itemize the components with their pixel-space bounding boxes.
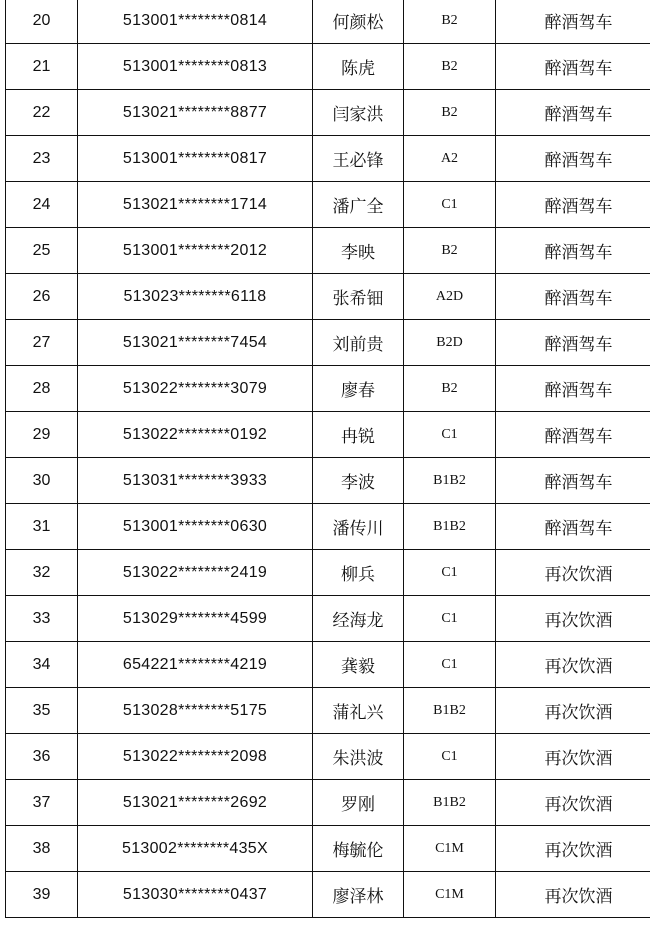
cell-name: 陈虎 <box>313 44 404 90</box>
cell-number: 25 <box>6 228 78 274</box>
cell-license-class: B2 <box>404 366 496 412</box>
cell-id-number: 513022********0192 <box>78 412 313 458</box>
cell-name: 蒲礼兴 <box>313 688 404 734</box>
cell-number: 22 <box>6 90 78 136</box>
cell-number: 26 <box>6 274 78 320</box>
cell-id-number: 513022********3079 <box>78 366 313 412</box>
records-table-body <box>6 0 650 918</box>
table-row <box>6 320 650 366</box>
table-row <box>6 136 650 182</box>
cell-number: 29 <box>6 412 78 458</box>
cell-number: 32 <box>6 550 78 596</box>
cell-number: 38 <box>6 826 78 872</box>
cell-reason: 醉酒驾车 <box>496 274 650 320</box>
table-row <box>6 734 650 780</box>
cell-name: 龚毅 <box>313 642 404 688</box>
cell-reason: 再次饮酒 <box>496 872 650 918</box>
cell-name: 李波 <box>313 458 404 504</box>
cell-reason: 醉酒驾车 <box>496 0 650 44</box>
cell-name: 柳兵 <box>313 550 404 596</box>
cell-number: 34 <box>6 642 78 688</box>
cell-id-number: 654221********4219 <box>78 642 313 688</box>
cell-id-number: 513001********0813 <box>78 44 313 90</box>
cell-id-number: 513023********6118 <box>78 274 313 320</box>
cell-reason: 醉酒驾车 <box>496 504 650 550</box>
cell-number: 21 <box>6 44 78 90</box>
cell-reason: 再次饮酒 <box>496 596 650 642</box>
table-row <box>6 642 650 688</box>
cell-reason: 醉酒驾车 <box>496 136 650 182</box>
cell-number: 39 <box>6 872 78 918</box>
cell-name: 张希钿 <box>313 274 404 320</box>
cell-license-class: C1M <box>404 826 496 872</box>
cell-number: 23 <box>6 136 78 182</box>
cell-reason: 再次饮酒 <box>496 688 650 734</box>
cell-id-number: 513022********2419 <box>78 550 313 596</box>
cell-license-class: B2 <box>404 0 496 44</box>
cell-name: 冉锐 <box>313 412 404 458</box>
cell-license-class: B2 <box>404 228 496 274</box>
table-row <box>6 688 650 734</box>
table-row <box>6 90 650 136</box>
cell-reason: 再次饮酒 <box>496 780 650 826</box>
cell-license-class: B1B2 <box>404 688 496 734</box>
cell-reason: 再次饮酒 <box>496 734 650 780</box>
cell-license-class: C1 <box>404 642 496 688</box>
cell-name: 潘广全 <box>313 182 404 228</box>
cell-license-class: C1M <box>404 872 496 918</box>
cell-reason: 醉酒驾车 <box>496 412 650 458</box>
table-row <box>6 182 650 228</box>
cell-number: 36 <box>6 734 78 780</box>
cell-number: 37 <box>6 780 78 826</box>
cell-name: 罗刚 <box>313 780 404 826</box>
cell-license-class: B2 <box>404 44 496 90</box>
table-row <box>6 872 650 918</box>
cell-reason: 醉酒驾车 <box>496 366 650 412</box>
table-row <box>6 458 650 504</box>
cell-license-class: C1 <box>404 596 496 642</box>
cell-id-number: 513021********2692 <box>78 780 313 826</box>
cell-reason: 醉酒驾车 <box>496 182 650 228</box>
cell-number: 30 <box>6 458 78 504</box>
cell-license-class: C1 <box>404 550 496 596</box>
cell-license-class: A2D <box>404 274 496 320</box>
cell-id-number: 513031********3933 <box>78 458 313 504</box>
cell-id-number: 513021********1714 <box>78 182 313 228</box>
cell-number: 27 <box>6 320 78 366</box>
table-row <box>6 780 650 826</box>
cell-name: 潘传川 <box>313 504 404 550</box>
cell-license-class: B1B2 <box>404 780 496 826</box>
cell-id-number: 513028********5175 <box>78 688 313 734</box>
table-row <box>6 826 650 872</box>
cell-number: 33 <box>6 596 78 642</box>
table-row <box>6 274 650 320</box>
table-row <box>6 228 650 274</box>
cell-id-number: 513022********2098 <box>78 734 313 780</box>
table-row <box>6 44 650 90</box>
cell-reason: 醉酒驾车 <box>496 90 650 136</box>
table-row <box>6 0 650 44</box>
cell-id-number: 513001********0630 <box>78 504 313 550</box>
cell-number: 28 <box>6 366 78 412</box>
cell-number: 24 <box>6 182 78 228</box>
cell-number: 31 <box>6 504 78 550</box>
cell-license-class: A2 <box>404 136 496 182</box>
cell-license-class: B1B2 <box>404 458 496 504</box>
table-row <box>6 504 650 550</box>
cell-name: 廖泽林 <box>313 872 404 918</box>
cell-number: 20 <box>6 0 78 44</box>
cell-reason: 醉酒驾车 <box>496 44 650 90</box>
cell-id-number: 513001********0814 <box>78 0 313 44</box>
cell-id-number: 513001********2012 <box>78 228 313 274</box>
records-table <box>5 0 650 918</box>
table-row <box>6 596 650 642</box>
cell-license-class: C1 <box>404 182 496 228</box>
cell-name: 经海龙 <box>313 596 404 642</box>
cell-id-number: 513021********8877 <box>78 90 313 136</box>
cell-reason: 醉酒驾车 <box>496 228 650 274</box>
cell-id-number: 513021********7454 <box>78 320 313 366</box>
cell-reason: 醉酒驾车 <box>496 458 650 504</box>
cell-license-class: B1B2 <box>404 504 496 550</box>
cell-id-number: 513030********0437 <box>78 872 313 918</box>
cell-id-number: 513029********4599 <box>78 596 313 642</box>
cell-reason: 再次饮酒 <box>496 550 650 596</box>
cell-id-number: 513001********0817 <box>78 136 313 182</box>
cell-name: 梅毓伦 <box>313 826 404 872</box>
cell-name: 刘前贵 <box>313 320 404 366</box>
cell-name: 廖春 <box>313 366 404 412</box>
cell-reason: 再次饮酒 <box>496 642 650 688</box>
table-row <box>6 412 650 458</box>
table-row <box>6 550 650 596</box>
cell-id-number: 513002********435X <box>78 826 313 872</box>
cell-name: 何颜松 <box>313 0 404 44</box>
cell-license-class: B2 <box>404 90 496 136</box>
cell-name: 王必锋 <box>313 136 404 182</box>
cell-license-class: B2D <box>404 320 496 366</box>
cell-reason: 再次饮酒 <box>496 826 650 872</box>
cell-name: 朱洪波 <box>313 734 404 780</box>
cell-license-class: C1 <box>404 412 496 458</box>
cell-name: 闫家洪 <box>313 90 404 136</box>
cell-number: 35 <box>6 688 78 734</box>
cell-reason: 醉酒驾车 <box>496 320 650 366</box>
cell-name: 李映 <box>313 228 404 274</box>
cell-license-class: C1 <box>404 734 496 780</box>
table-row <box>6 366 650 412</box>
